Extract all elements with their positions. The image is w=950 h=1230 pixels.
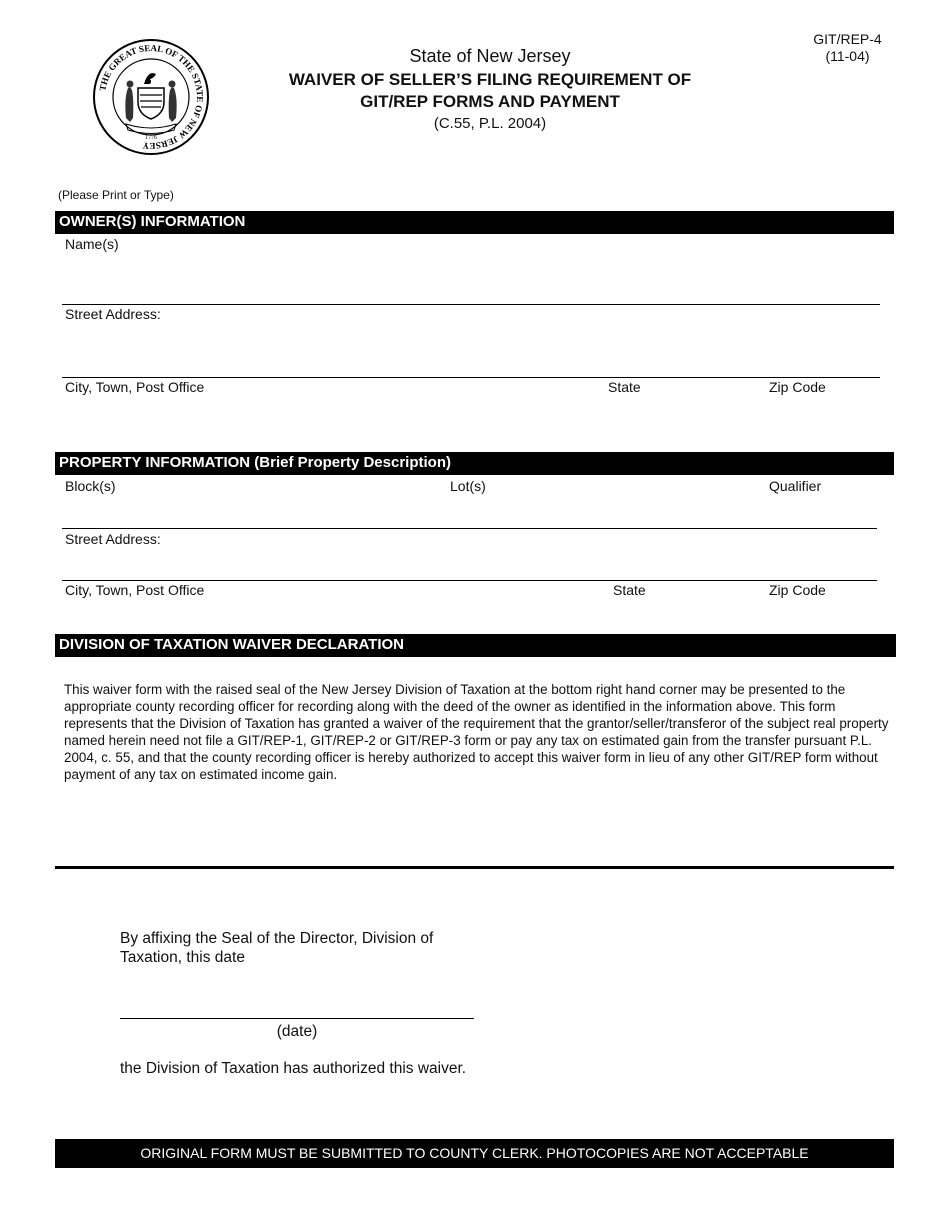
owner-city-label: City, Town, Post Office xyxy=(65,379,205,395)
property-zip-label: Zip Code xyxy=(769,582,826,598)
qualifier-label: Qualifier xyxy=(769,478,822,494)
form-title-line2: GIT/REP FORMS AND PAYMENT xyxy=(360,92,620,111)
owner-names-line xyxy=(62,304,880,305)
property-state-label: State xyxy=(613,582,646,598)
owner-street-field[interactable] xyxy=(62,322,880,377)
declaration-section-header: DIVISION OF TAXATION WAIVER DECLARATION xyxy=(55,634,896,657)
date-label: (date) xyxy=(276,1023,318,1040)
form-date: (11-04) xyxy=(825,48,870,64)
seal-statement-line1: By affixing the Seal of the Director, Division of xyxy=(120,930,434,947)
property-city-state-zip-field[interactable] xyxy=(62,598,877,628)
section-divider xyxy=(55,866,894,869)
seal-year: 1776 xyxy=(145,135,157,141)
block-lot-qualifier-field[interactable] xyxy=(62,494,877,528)
lot-label: Lot(s) xyxy=(450,478,486,494)
owner-names-label: Name(s) xyxy=(65,236,119,252)
owner-city-state-zip-field[interactable] xyxy=(62,396,880,446)
owner-zip-label: Zip Code xyxy=(769,379,826,395)
owner-state-label: State xyxy=(608,379,641,395)
print-instruction: (Please Print or Type) xyxy=(58,188,174,202)
property-street-field[interactable] xyxy=(62,547,877,580)
declaration-text: This waiver form with the raised seal of the New Jersey Division of Taxation at the bottom right hand corner may be presented to the appropriate county recording officer for recording along with the deed of the owner as identified in the information above. This form represents that the Division of Taxation has granted a waiver of the requirement that the grantor/seller/transferor of the subject real property named herein need not file a GIT/REP-1, GIT/REP-2 or GIT/REP-3 form or pay any tax on estimated gain from the transfer pursuant P.L. 2004, c. 55, and that the county recording officer is hereby authorized to accept this waiver form in lieu of any other GIT/REP form without payment of any tax on estimated income gain. xyxy=(64,682,889,782)
date-field[interactable] xyxy=(120,996,474,1018)
state-name: State of New Jersey xyxy=(409,46,571,66)
owner-names-field[interactable] xyxy=(62,250,880,304)
date-line xyxy=(120,1018,474,1019)
footer-notice: ORIGINAL FORM MUST BE SUBMITTED TO COUNTY CLERK. PHOTOCOPIES ARE NOT ACCEPTABLE xyxy=(55,1139,894,1168)
owner-section-header: OWNER(S) INFORMATION xyxy=(55,211,894,234)
statute-citation: (C.55, P.L. 2004) xyxy=(433,115,547,132)
owner-street-label: Street Address: xyxy=(65,306,161,322)
form-id xyxy=(800,31,895,65)
property-street-line xyxy=(62,580,877,581)
seal-statement-line2: Taxation, this date xyxy=(120,949,245,966)
property-city-label: City, Town, Post Office xyxy=(65,582,205,598)
form-number: GIT/REP-4 xyxy=(813,31,882,47)
block-label: Block(s) xyxy=(65,478,116,494)
form-title-line1: WAIVER OF SELLER’S FILING REQUIREMENT OF xyxy=(288,70,692,89)
property-section-header: PROPERTY INFORMATION (Brief Property Description) xyxy=(55,452,894,475)
seal-text: THE GREAT SEAL OF THE STATE OF NEW JERSEY xyxy=(97,42,206,152)
block-lot-line xyxy=(62,528,877,529)
state-seal xyxy=(92,38,210,156)
property-street-label: Street Address: xyxy=(65,531,161,547)
authorization-statement: the Division of Taxation has authorized this waiver. xyxy=(120,1060,467,1077)
owner-street-line xyxy=(62,377,880,378)
